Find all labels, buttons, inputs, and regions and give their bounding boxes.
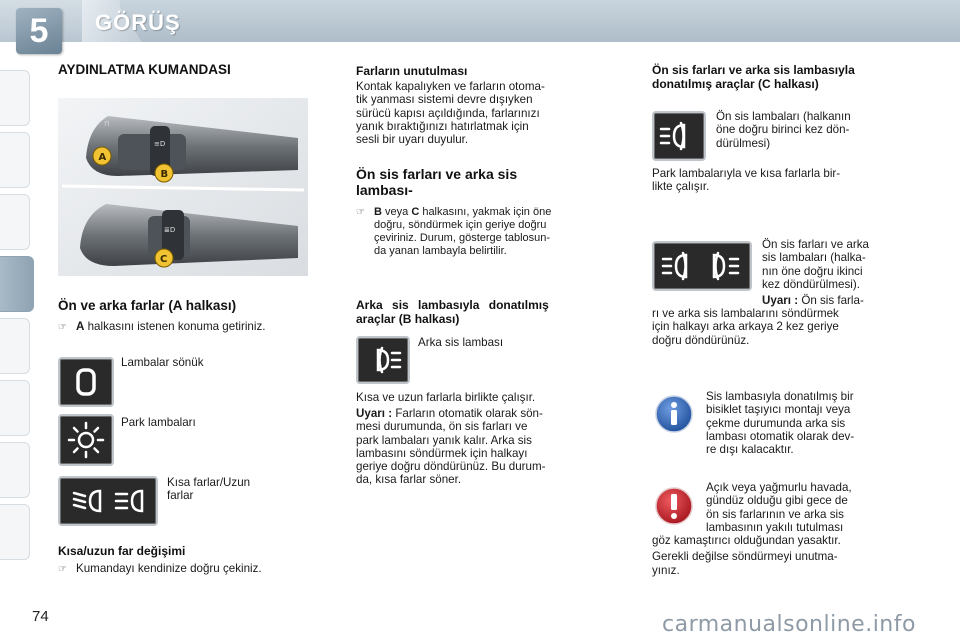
info-line: re dışı kalacaktır. xyxy=(706,443,794,457)
side-tab-2[interactable] xyxy=(0,132,30,188)
ring-a-bullet xyxy=(58,320,318,334)
photo-label-c: C xyxy=(160,254,168,265)
ring-a-text: halkasını istenen konuma getiriniz. xyxy=(87,320,266,333)
fog-bullet-line: halkasını, yakmak için öne xyxy=(419,206,552,218)
fog-rings-bullet xyxy=(356,206,606,258)
side-tab-5[interactable] xyxy=(0,318,30,374)
page-number: 74 xyxy=(32,608,49,625)
bullet-arrow-icon: ☞ xyxy=(356,207,365,218)
forgot-line: yanık bıraktığınızı hatırlatmak için xyxy=(356,119,529,133)
both-fog-line: Ön sis farları ve arka xyxy=(762,238,869,251)
both-fog-line: sis lambaları (halka- xyxy=(762,251,866,265)
front-rear-lights-title: Ön ve arka farlar (A halkası) xyxy=(58,298,237,313)
svg-text:⊓: ⊓ xyxy=(104,120,110,128)
section-title: AYDINLATMA KUMANDASI xyxy=(58,62,231,77)
header-band xyxy=(120,0,960,42)
rear-fog-label: Arka sis lambası xyxy=(418,336,504,349)
beam-change-text: Kumandayı kendinize doğru çekiniz. xyxy=(76,562,262,575)
rear-fog-title-line1: Arka sis lambasıyla donatılmış xyxy=(356,298,549,312)
ring-a-label: A xyxy=(76,320,85,333)
fog-bullet-line: çeviriniz. Durum, gösterge tablosun- xyxy=(374,232,551,244)
side-tab-6[interactable] xyxy=(0,380,30,436)
warning-line: da, kısa farlar söner. xyxy=(356,473,462,487)
ring-c-title-line2: donatılmış araçlar (C halkası) xyxy=(652,77,819,91)
warning-line: mesi durumunda, ön sis farları ve xyxy=(356,420,528,434)
chapter-side-tabs xyxy=(0,48,36,588)
final-line: yınız. xyxy=(652,563,680,577)
ring-c-label: C xyxy=(411,206,420,218)
fog-lights-title xyxy=(356,166,606,198)
photo-label-a: A xyxy=(98,152,107,163)
lights-off-icon xyxy=(60,359,112,405)
front-fog-line: Ön sis lambaları (halkanın xyxy=(716,110,851,123)
park-line: Park lambalarıyla ve kısa farlarla bir- xyxy=(652,167,841,180)
low-high-beam-icon-box xyxy=(58,476,158,526)
lights-off-icon-box xyxy=(58,357,114,407)
lights-off-label: Lambalar sönük xyxy=(121,356,204,369)
info-line: bisiklet taşıyıcı montajı veya xyxy=(706,403,851,417)
rear-fog-lamp-icon xyxy=(358,338,408,382)
svg-text:≣D: ≣D xyxy=(164,226,176,234)
parking-lights-label: Park lambaları xyxy=(121,416,196,429)
warning-line: lambasını söndürmek için halkayı xyxy=(356,446,528,460)
warning-line: doğru döndürünüz. xyxy=(652,333,750,347)
chapter-number-badge: 5 xyxy=(16,8,62,54)
front-rear-fog-text xyxy=(762,238,904,307)
caution-note-text xyxy=(706,481,904,534)
beam-change-title: Kısa/uzun far değişimi xyxy=(58,544,186,558)
chapter-header xyxy=(0,0,960,50)
warning-line: Ön sis farla- xyxy=(798,294,864,308)
front-fog-lamp-icon xyxy=(654,113,704,159)
final-line: Gerekli değilse söndürmeyi unutma- xyxy=(652,550,838,564)
low-high-beam-label-line2: farlar xyxy=(167,489,194,503)
fog-bullet-line: doğru, söndürmek için geriye doğru xyxy=(374,219,547,231)
watermark: carmanualsonline.info xyxy=(662,612,916,637)
warning-line: geriye doğru döndürünüz. Bu durum- xyxy=(356,460,546,474)
caution-line: Açık veya yağmurlu havada, xyxy=(706,481,852,494)
low-high-beam-label-line1: Kısa farlar/Uzun xyxy=(167,476,251,489)
chapter-title: GÖRÜŞ xyxy=(95,10,181,35)
parking-lights-icon xyxy=(60,416,112,464)
svg-text:≡D: ≡D xyxy=(154,140,166,148)
fog-bullet-or: veya xyxy=(381,206,412,218)
ring-c-title-line1: Ön sis farları ve arka sis lambasıyla xyxy=(652,63,855,77)
lighting-stalk-illustration xyxy=(58,98,308,276)
side-tab-4-active[interactable] xyxy=(0,256,34,312)
caution-icon xyxy=(654,486,694,526)
parking-lights-icon-box xyxy=(58,414,114,466)
front-rear-fog-icon-box xyxy=(652,241,752,291)
info-note-text xyxy=(706,390,904,456)
info-line: çekme durumunda arka sis xyxy=(706,416,846,430)
warning-line: Farların otomatik olarak sön- xyxy=(392,407,543,420)
forgot-line: sürücü kapısı açıldığında, farlarınızı xyxy=(356,106,540,120)
caution-line: lambasının yakılı tutulması xyxy=(706,520,844,534)
caution-line: ön sis farlarının ve arka sis xyxy=(706,507,844,521)
fog-title-line2: lambası- xyxy=(356,182,413,198)
ring-c-title xyxy=(652,63,912,91)
front-rear-fog-lamp-icon xyxy=(654,243,750,289)
side-tab-1[interactable] xyxy=(0,70,30,126)
warning-line: park lambaları yanık kalır. Arka sis xyxy=(356,433,532,447)
front-fog-line: dürülmesi) xyxy=(716,136,771,150)
forgot-line: Kontak kapalıyken ve farların otoma- xyxy=(356,80,545,93)
front-fog-line: öne doğru birinci kez dön- xyxy=(716,123,850,137)
both-fog-line: kez döndürülmesi). xyxy=(762,277,860,291)
rear-fog-title-line2: araçlar (B halkası) xyxy=(356,312,460,326)
info-icon xyxy=(654,394,694,434)
info-line: Sis lambasıyla donatılmış bir xyxy=(706,390,854,403)
lighting-stalk-photo xyxy=(58,98,308,276)
low-high-beam-icon xyxy=(60,478,156,524)
ring-b-label: B xyxy=(374,206,382,218)
forgot-line: tik yanması sistemi devre dışıyken xyxy=(356,93,533,107)
side-tab-3[interactable] xyxy=(0,194,30,250)
forgot-lights-title: Farların unutulması xyxy=(356,64,468,78)
photo-label-b: B xyxy=(160,169,169,180)
front-fog-works-with xyxy=(652,167,904,194)
fog-title-line1: Ön sis farları ve arka sis xyxy=(356,166,518,182)
caution-tail: göz kamaştırıcı olduğundan yasaktır. xyxy=(652,534,841,547)
rear-fog-icon-box xyxy=(356,336,410,384)
fog-bullet-line: da yanan lambayla belirtilir. xyxy=(374,245,507,257)
rear-fog-warning xyxy=(356,407,604,487)
rear-fog-ring-b-title xyxy=(356,298,606,326)
forgot-line: sesli bir uyarı duyulur. xyxy=(356,133,469,147)
warning-line: rı ve arka sis lambalarını söndürmek xyxy=(652,307,839,320)
front-fog-text xyxy=(716,110,904,150)
park-line: likte çalışır. xyxy=(652,180,710,194)
front-fog-icon-box xyxy=(652,111,706,161)
beam-change-bullet xyxy=(58,562,318,576)
side-tab-7[interactable] xyxy=(0,442,30,498)
forgot-lights-text xyxy=(356,80,604,146)
info-line: lambası otomatik olarak dev- xyxy=(706,429,855,443)
bullet-arrow-icon: ☞ xyxy=(58,322,67,333)
caution-note-tail xyxy=(652,534,904,577)
warning-label: Uyarı : xyxy=(762,294,799,308)
low-high-beam-label xyxy=(167,476,297,503)
both-fog-line: nın öne doğru ikinci xyxy=(762,264,863,278)
caution-line: gündüz olduğu gibi gece de xyxy=(706,494,848,508)
front-rear-fog-warning xyxy=(652,307,904,347)
warning-label: Uyarı : xyxy=(356,407,393,420)
side-tab-8[interactable] xyxy=(0,504,30,560)
bullet-arrow-icon: ☞ xyxy=(58,564,67,575)
warning-line: için halkayı arka arkaya 2 kez geriye xyxy=(652,320,839,334)
rear-fog-works-with: Kısa ve uzun farlarla birlikte çalışır. xyxy=(356,391,536,404)
